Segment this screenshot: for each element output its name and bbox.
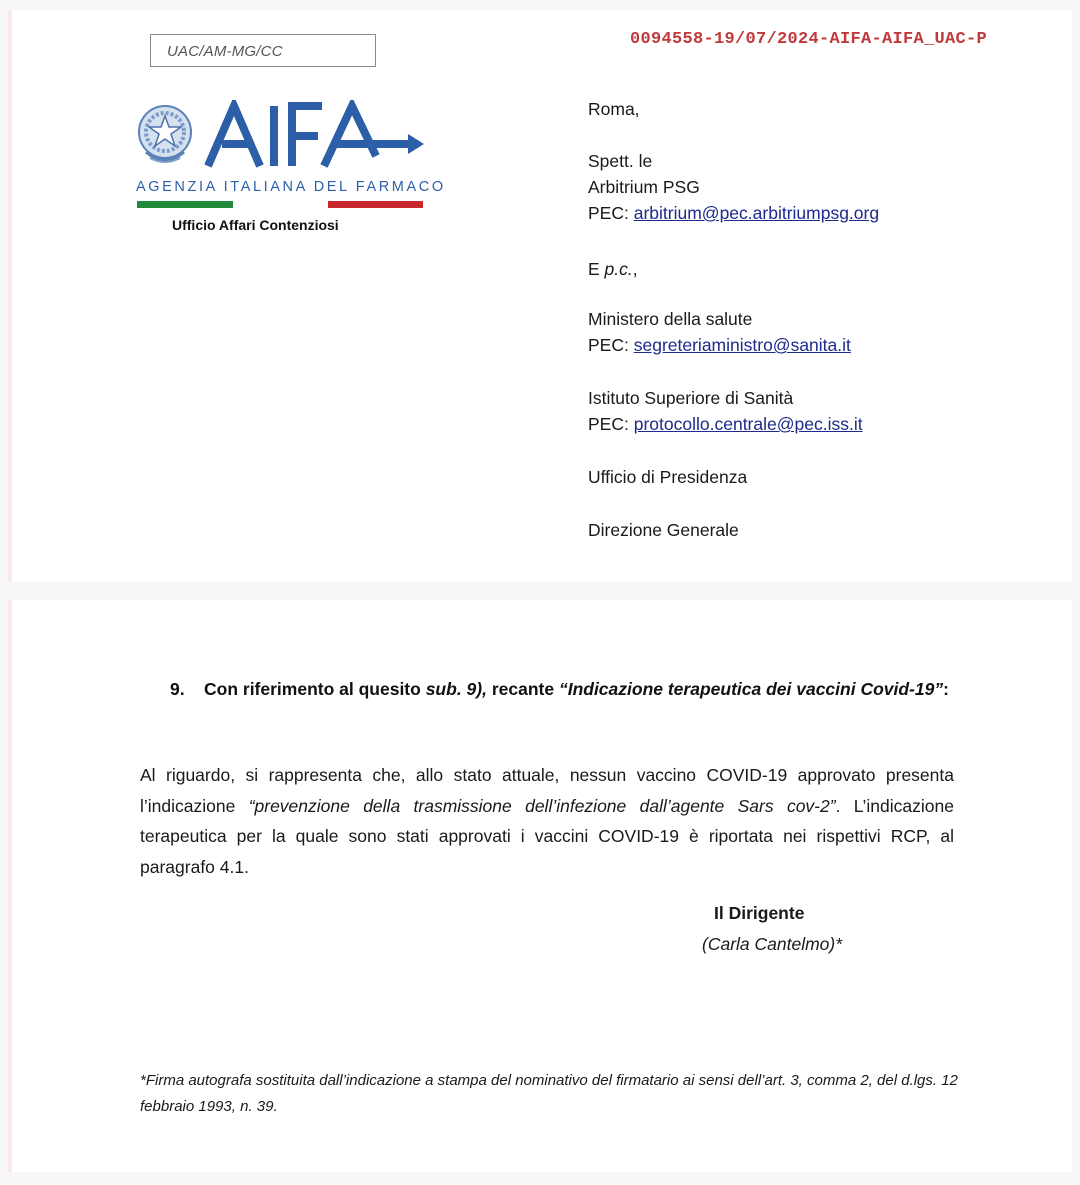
item-text: Con riferimento al quesito sub. 9), recante “Indicazione terapeutica dei vaccini Covid-19”: — [204, 679, 949, 699]
primary-recipient — [588, 148, 879, 226]
salutation: Spett. le — [588, 151, 653, 171]
numbered-item — [170, 674, 970, 704]
signer-title: Il Dirigente — [714, 903, 805, 923]
cc-recipient-director: Direzione Generale — [588, 520, 739, 540]
pec-label: PEC: — [588, 414, 629, 434]
pec-label: PEC: — [588, 203, 629, 223]
cc-recipient-ministry — [588, 306, 851, 358]
italian-republic-emblem-icon — [136, 102, 194, 168]
recipient-name: Istituto Superiore di Sanità — [588, 388, 794, 408]
pec-email-link[interactable]: segreteriaministro@sanita.it — [633, 335, 851, 355]
reference-code-box: UAC/AM-MG/CC — [150, 34, 376, 67]
body-paragraph: Al riguardo, si rappresenta che, allo stato attuale, nessun vaccino COVID-19 approvato presenta l’indicazione “prevenzione della trasmissione dell’infezione dall’agente Sars cov-2”. L’indicazione terapeutica per la quale sono stati approvati i vaccini COVID-19 è riportata nei rispettivi RCP, al paragrafo 4.1. — [140, 765, 954, 877]
agency-name: AGENZIA ITALIANA DEL FARMACO — [136, 179, 446, 195]
signer-name: (Carla Cantelmo)* — [702, 934, 843, 954]
city-date: Roma, — [588, 99, 640, 119]
flag-stripe-green — [137, 201, 233, 208]
pec-label: PEC: — [588, 335, 629, 355]
office-name: Ufficio Affari Contenziosi — [172, 217, 339, 233]
pec-email-link[interactable]: arbitrium@pec.arbitriumpsg.org — [633, 203, 880, 223]
recipient-pec — [588, 332, 851, 358]
cc-recipient-iss — [588, 385, 863, 437]
item-number: 9. — [170, 679, 185, 699]
recipient-name: Ministero della salute — [588, 309, 753, 329]
recipient-pec — [588, 411, 863, 437]
footnote: *Firma autografa sostituita dall’indicazione a stampa del nominativo del firmatario ai sensi dell’art. 3, comma 2, del d.lgs. 12 febbraio 1993, n. 39. — [140, 1072, 958, 1115]
document-page-body — [8, 600, 1072, 1172]
pec-email-link[interactable]: protocollo.centrale@pec.iss.it — [633, 414, 863, 434]
protocol-number: 0094558-19/07/2024-AIFA-AIFA_UAC-P — [630, 30, 988, 49]
recipient-pec — [588, 200, 879, 226]
document-page-header — [8, 10, 1072, 582]
flag-stripe-red — [328, 201, 423, 208]
aifa-logo — [132, 100, 446, 240]
cc-recipient-presidency: Ufficio di Presidenza — [588, 467, 748, 487]
aifa-wordmark — [204, 100, 426, 170]
recipient-name: Arbitrium PSG — [588, 177, 700, 197]
cc-label: E p.c., — [588, 259, 638, 279]
